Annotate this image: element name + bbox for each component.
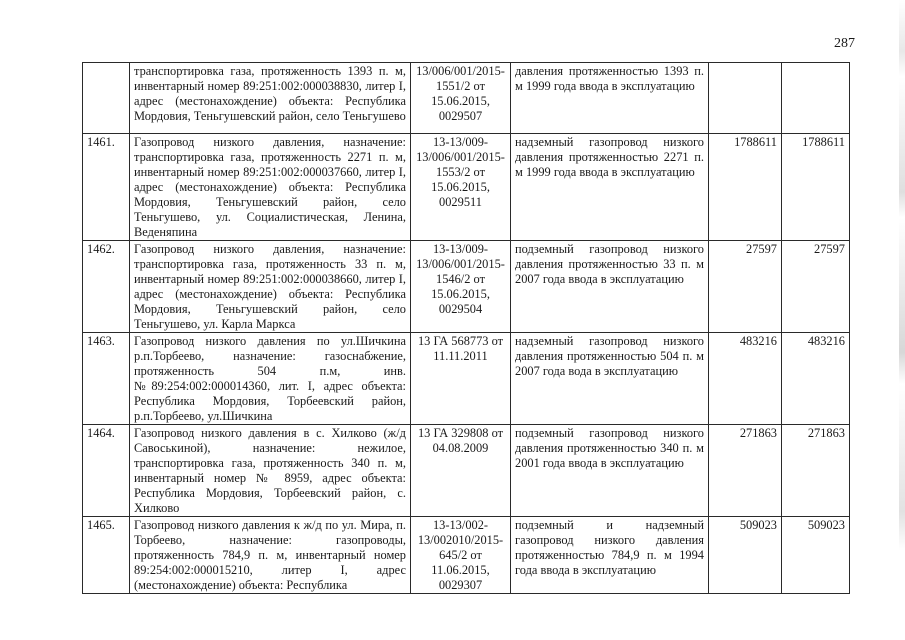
row-number: 1462. [83, 241, 130, 333]
value-column-2: 1788611 [782, 134, 850, 241]
table-row [83, 63, 850, 134]
object-description: Газопровод низкого давления к ж/д по ул. Мира, п. Торбеево, назначение: газопроводы, протяженность 784,9 п. м, инвентарный номер 89:254:002:000015210, литер I, адрес (местонахождение) объекта: Республика [130, 517, 411, 594]
table-row [83, 517, 850, 594]
object-characteristics: надземный газопровод низкого давления протяженностью 504 п. м 2007 года вода в эксплуатацию [511, 333, 709, 425]
table-row [83, 241, 850, 333]
row-number: 1464. [83, 425, 130, 517]
object-characteristics: давления протяженностью 1393 п. м 1999 года ввода в эксплуатацию [511, 63, 709, 134]
registration-record: 13 ГА 568773 от 11.11.2011 [411, 333, 511, 425]
table-row [83, 333, 850, 425]
table-row [83, 425, 850, 517]
value-column-2: 509023 [782, 517, 850, 594]
row-number: 1465. [83, 517, 130, 594]
object-characteristics: подземный и надземный газопровод низкого давления протяженностью 784,9 п. м 1994 года ввода в эксплуатацию [511, 517, 709, 594]
value-column-1: 271863 [709, 425, 782, 517]
value-column-1: 483216 [709, 333, 782, 425]
value-column-2: 271863 [782, 425, 850, 517]
value-column-1 [709, 63, 782, 134]
value-column-2: 483216 [782, 333, 850, 425]
value-column-1: 509023 [709, 517, 782, 594]
row-number [83, 63, 130, 134]
object-description: транспортировка газа, протяженность 1393 п. м, инвентарный номер 89:251:002:000038830, литер I, адрес (местонахождение) объекта: Республика Мордовия, Теньгушевский район, село Теньгушево [130, 63, 411, 134]
scan-edge-artifact [899, 0, 905, 640]
registration-record: 13 ГА 329808 от 04.08.2009 [411, 425, 511, 517]
value-column-1: 1788611 [709, 134, 782, 241]
registration-record: 13-13/009-13/006/001/2015-1553/2 от 15.06.2015, 0029511 [411, 134, 511, 241]
object-description: Газопровод низкого давления, назначение: транспортировка газа, протяженность 33 п. м, инвентарный номер 89:251:002:000038660, литер I, адрес (местонахождение) объекта: Республика Мордовия, Теньгушевский район, село Теньгушево, ул. Карла Маркса [130, 241, 411, 333]
value-column-2 [782, 63, 850, 134]
registration-record: 13/006/001/2015-1551/2 от 15.06.2015, 0029507 [411, 63, 511, 134]
table-row [83, 134, 850, 241]
object-description: Газопровод низкого давления, назначение: транспортировка газа, протяженность 2271 п. м, инвентарный номер 89:251:002:000037660, литер I, адрес (местонахождение) объекта: Республика Мордовия, Теньгушевский район, село Теньгушево, ул. Социалистическая, Ленина, Веденяпина [130, 134, 411, 241]
object-characteristics: подземный газопровод низкого давления протяженностью 33 п. м 2007 года ввода в эксплуатацию [511, 241, 709, 333]
object-characteristics: подземный газопровод низкого давления протяженностью 340 п. м 2001 года ввода в эксплуатацию [511, 425, 709, 517]
page-number: 287 [834, 36, 855, 51]
property-registry-table [82, 62, 850, 594]
registration-record: 13-13/009-13/006/001/2015-1546/2 от 15.06.2015, 0029504 [411, 241, 511, 333]
registration-record: 13-13/002-13/002010/2015-645/2 от 11.06.2015, 0029307 [411, 517, 511, 594]
value-column-2: 27597 [782, 241, 850, 333]
row-number: 1463. [83, 333, 130, 425]
value-column-1: 27597 [709, 241, 782, 333]
row-number: 1461. [83, 134, 130, 241]
object-characteristics: надземный газопровод низкого давления протяженностью 2271 п. м 1999 года ввода в эксплуатацию [511, 134, 709, 241]
object-description: Газопровод низкого давления в с. Хилково (ж/д Савоськиной), назначение: нежилое, транспортировка газа, протяженность 340 п. м, инвентарный номер № 8959, адрес объекта: Республика Мордовия, Торбеевский район, с. Хилково [130, 425, 411, 517]
object-description: Газопровод низкого давления по ул.Шичкина р.п.Торбеево, назначение: газоснабжение, протяженность 504 п.м, инв. №89:254:002:000014360, лит. I, адрес объекта: Республика Мордовия, Торбеевский район, р.п.Торбеево, ул.Шичкина [130, 333, 411, 425]
